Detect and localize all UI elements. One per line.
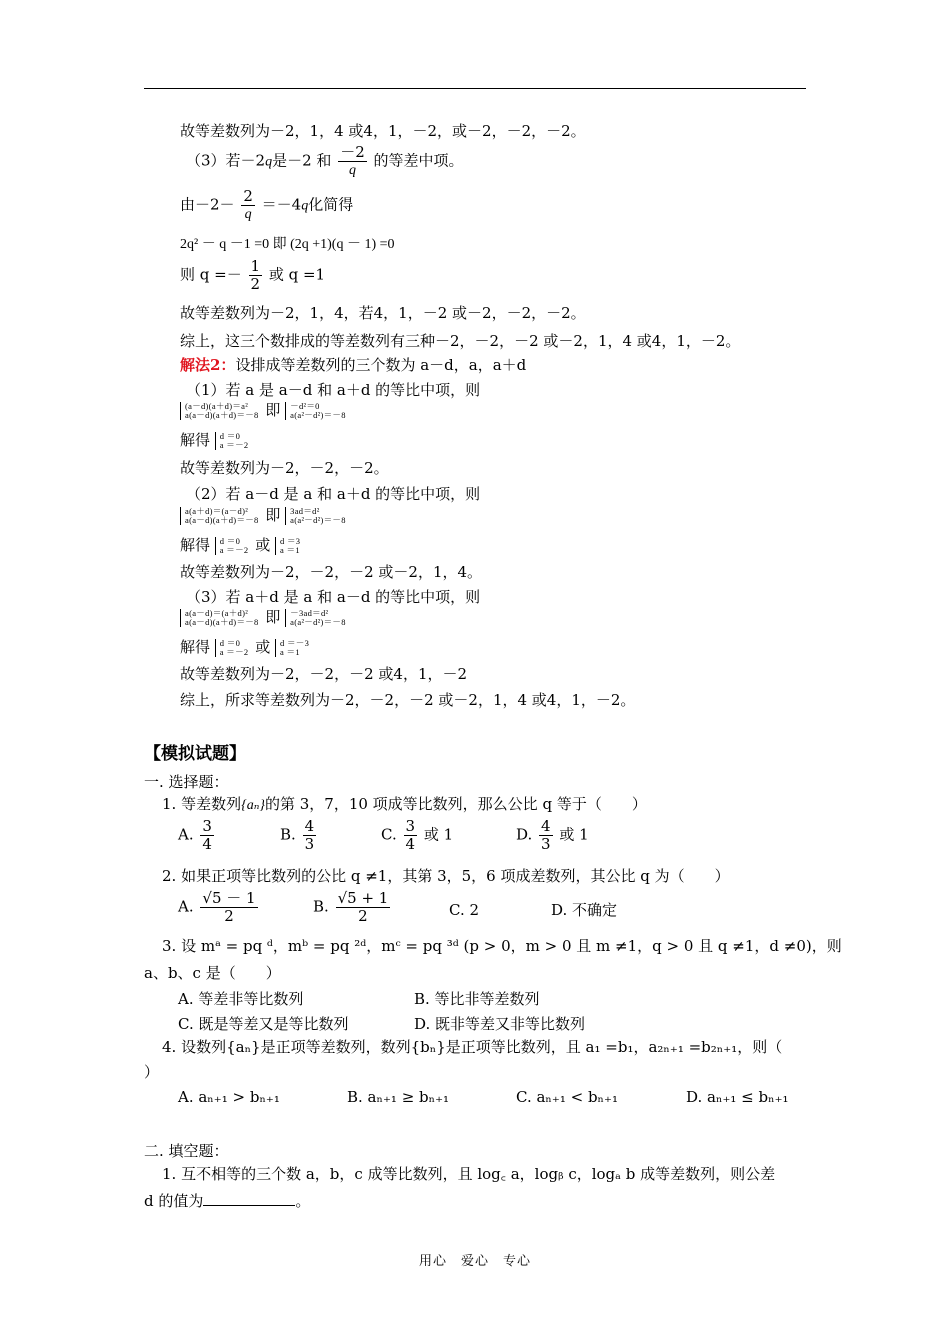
system-left: (a－d)(a＋d)＝a² a(a－d)(a＋d)＝－8 (180, 402, 259, 420)
text-line: 综上，所求等差数列为－2，－2，－2 或－2，1，4 或4，1，－2。 (180, 691, 636, 709)
option-D: D. $\frac{4}{3}$ 或 1 (516, 817, 589, 853)
text-line: 故等差数列为－2，1，4 或4，1，－2，或－2，－2，－2。 (180, 122, 586, 140)
equation-system: a(a－d)＝(a＋d)² a(a－d)(a＋d)＝－8 即 －3ad＝d² a(a²－d²)＝－8 (180, 607, 348, 627)
system-left: a(a－d)＝(a＋d)² a(a－d)(a＋d)＝－8 (180, 609, 259, 627)
equation-line: 2q² － q －1 =0 即 (2q +1)(q － 1) =0 (180, 237, 395, 252)
question-stem-cont: d 的值为 。 (144, 1192, 311, 1210)
option-B: B. aₙ₊₁ ≥ bₙ₊₁ (347, 1088, 450, 1106)
page-footer: 用心 爱心 专心 (418, 1254, 531, 1269)
text-line: （1）若 a 是 a－d 和 a＋d 的等比中项，则 (186, 381, 481, 399)
text-line: 故等差数列为－2，1，4，若4，1，－2 或－2，－2，－2。 (180, 304, 586, 322)
solution-system: d ＝3 a ＝1 (275, 537, 300, 555)
option-A: A. 等差非等比数列 (178, 990, 304, 1008)
text-line: （2）若 a－d 是 a 和 a＋d 的等比中项，则 (186, 485, 481, 503)
solution-line: 解得 d ＝0 a ＝－2 或 d ＝－3 a ＝1 (180, 638, 310, 657)
solution-system: d ＝0 a ＝－2 (215, 537, 249, 555)
system-right: －3ad＝d² a(a²－d²)＝－8 (285, 609, 346, 627)
text-line: （3）若－2q是－2 和 $\frac{-2}{q}$ 的等差中项。 (186, 143, 464, 178)
system-right: －d²＝0 a(a²－d²)＝－8 (285, 402, 346, 420)
section-title: 【模拟试题】 (144, 744, 246, 764)
answer-blank[interactable] (203, 1191, 295, 1206)
option-A: A. aₙ₊₁ > bₙ₊₁ (178, 1088, 280, 1106)
equation-system: a(a＋d)＝(a－d)² a(a－d)(a＋d)＝－8 即 3ad＝d² a(a²－d²)＝－8 (180, 505, 348, 525)
solution-line: 解得 d ＝0 a ＝－2 或 d ＝3 a ＝1 (180, 536, 301, 555)
question-stem: 1. 等差数列{aₙ}的第 3，7，10 项成等比数列，那么公比 q 等于（ ） (162, 795, 647, 813)
solution-line: 解得 d ＝0 a ＝－2 (180, 431, 249, 450)
text-line: （3）若 a＋d 是 a 和 a－d 的等比中项，则 (186, 588, 481, 606)
option-D: D. 不确定 (551, 901, 618, 919)
text-line: 则 q =－ $\frac{1}{2}$ 或 q =1 (180, 257, 326, 293)
question-stem: 1. 互不相等的三个数 a，b，c 成等比数列，且 log꜀ a，logᵦ c，logₐ b 成等差数列，则公差 (162, 1165, 776, 1183)
text-line: 解法2：设排成等差数列的三个数为 a－d，a，a＋d (180, 356, 527, 374)
text-line: 综上，这三个数排成的等差数列有三种－2，－2，－2 或－2，1，4 或4，1，－2。 (180, 332, 741, 350)
part-heading: 一. 选择题： (144, 773, 229, 791)
question-stem-cont: a、b、c 是（ ） (144, 964, 281, 982)
option-C: C. aₙ₊₁ < bₙ₊₁ (516, 1088, 618, 1106)
text-line: 故等差数列为－2，－2，－2 或－2，1，4。 (180, 563, 483, 581)
option-B: B. 等比非等差数列 (414, 990, 540, 1008)
option-C: C. $\frac{3}{4}$ 或 1 (381, 817, 454, 853)
option-D: D. aₙ₊₁ ≤ bₙ₊₁ (686, 1088, 789, 1106)
header-rule (144, 88, 806, 89)
system-right: 3ad＝d² a(a²－d²)＝－8 (285, 507, 346, 525)
question-stem: 3. 设 mᵃ = pq ᵈ，mᵇ = pq ²ᵈ，mᶜ = pq ³ᵈ (p > 0，m > 0 且 m ≠1，q > 0 且 q ≠1，d ≠0)，则 (162, 937, 842, 955)
fraction: $\frac{2}{q}$ (243, 187, 253, 222)
solution-system: d ＝0 a ＝－2 (215, 639, 249, 657)
part-heading: 二. 填空题： (144, 1142, 229, 1160)
option-C: C. 2 (449, 901, 480, 919)
question-stem-cont: ） (144, 1063, 160, 1081)
equation-system: (a－d)(a＋d)＝a² a(a－d)(a＋d)＝－8 即 －d²＝0 a(a²－d²)＝－8 (180, 400, 348, 420)
text-line: 故等差数列为－2，－2，－2。 (180, 459, 389, 477)
solution-system: d ＝0 a ＝－2 (215, 432, 249, 450)
text-line: 故等差数列为－2，－2，－2 或4，1，－2 (180, 665, 468, 683)
text-line: 由－2－ $\frac{2}{q}$ ＝－4q化简得 (180, 187, 354, 222)
system-left: a(a＋d)＝(a－d)² a(a－d)(a＋d)＝－8 (180, 507, 259, 525)
solution-system: d ＝－3 a ＝1 (275, 639, 309, 657)
question-stem: 4. 设数列{aₙ}是正项等差数列，数列{bₙ}是正项等比数列，且 a₁ =b₁，a₂ₙ₊₁ =b₂ₙ₊₁，则（ (162, 1038, 783, 1056)
option-A: A. $\frac{3}{4}$ (178, 817, 212, 853)
option-C: C. 既是等差又是等比数列 (178, 1015, 349, 1033)
question-stem: 2. 如果正项等比数列的公比 q ≠1，其第 3，5，6 项成差数列，其公比 q 为（ ） (162, 867, 730, 885)
option-B: B. $\frac{4}{3}$ (280, 817, 315, 853)
method-label: 解法2： (180, 356, 236, 374)
option-A: A. $\frac{√5 - 1}{2}$ (178, 889, 256, 925)
option-B: B. $\frac{√5 + 1}{2}$ (313, 889, 389, 925)
option-D: D. 既非等差又非等比数列 (414, 1015, 586, 1033)
fraction: $\frac{1}{2}$ (250, 257, 261, 293)
fraction: $\frac{-2}{q}$ (340, 143, 365, 178)
